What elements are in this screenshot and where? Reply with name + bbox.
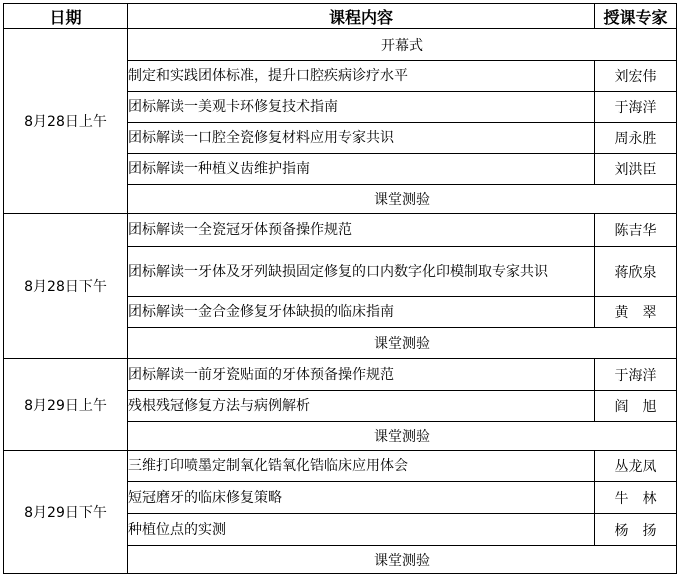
- course-topic: 残根残冠修复方法与病例解析: [128, 391, 595, 422]
- session-date: 8月29日上午: [4, 359, 128, 451]
- session-date: 8月28日下午: [4, 214, 128, 359]
- session-date: 8月29日下午: [4, 451, 128, 574]
- course-topic: 三维打印喷墨定制氧化锆氧化锆临床应用体会: [128, 451, 595, 482]
- quiz-label: 课堂测验: [128, 185, 677, 214]
- course-topic: 团标解读一口腔全瓷修复材料应用专家共识: [128, 123, 595, 154]
- schedule-table: [3, 3, 677, 574]
- course-topic: 团标解读一美观卡环修复技术指南: [128, 92, 595, 123]
- table-row: [4, 214, 677, 247]
- course-topic: 短冠磨牙的临床修复策略: [128, 482, 595, 514]
- course-expert: 蒋欣泉: [595, 247, 677, 297]
- header-date: 日期: [4, 4, 128, 29]
- header-row: [4, 4, 677, 29]
- course-expert: 阎 旭: [595, 391, 677, 422]
- course-expert: 刘宏伟: [595, 61, 677, 92]
- quiz-label: 课堂测验: [128, 422, 677, 451]
- quiz-label: 课堂测验: [128, 546, 677, 574]
- course-expert: 杨 扬: [595, 514, 677, 546]
- header-expert: 授课专家: [595, 4, 677, 29]
- course-expert: 黄 翠: [595, 297, 677, 328]
- opening-label: 开幕式: [128, 29, 677, 61]
- course-topic: 种植位点的实测: [128, 514, 595, 546]
- course-expert: 刘洪臣: [595, 154, 677, 185]
- course-expert: 丛龙凤: [595, 451, 677, 482]
- course-expert: 牛 林: [595, 482, 677, 514]
- course-expert: 于海洋: [595, 92, 677, 123]
- course-expert: 陈吉华: [595, 214, 677, 247]
- course-topic: 团标解读一全瓷冠牙体预备操作规范: [128, 214, 595, 247]
- table-row: [4, 359, 677, 391]
- session-date: 8月28日上午: [4, 29, 128, 214]
- course-topic: 团标解读一金合金修复牙体缺损的临床指南: [128, 297, 595, 328]
- header-content: 课程内容: [128, 4, 595, 29]
- course-topic: 团标解读一前牙瓷贴面的牙体预备操作规范: [128, 359, 595, 391]
- course-topic: 团标解读一牙体及牙列缺损固定修复的口内数字化印模制取专家共识: [128, 247, 595, 297]
- course-topic: 团标解读一种植义齿维护指南: [128, 154, 595, 185]
- table-row: [4, 451, 677, 482]
- course-expert: 周永胜: [595, 123, 677, 154]
- course-expert: 于海洋: [595, 359, 677, 391]
- opening-row: [4, 29, 677, 61]
- quiz-label: 课堂测验: [128, 328, 677, 359]
- course-topic: 制定和实践团体标准，提升口腔疾病诊疗水平: [128, 61, 595, 92]
